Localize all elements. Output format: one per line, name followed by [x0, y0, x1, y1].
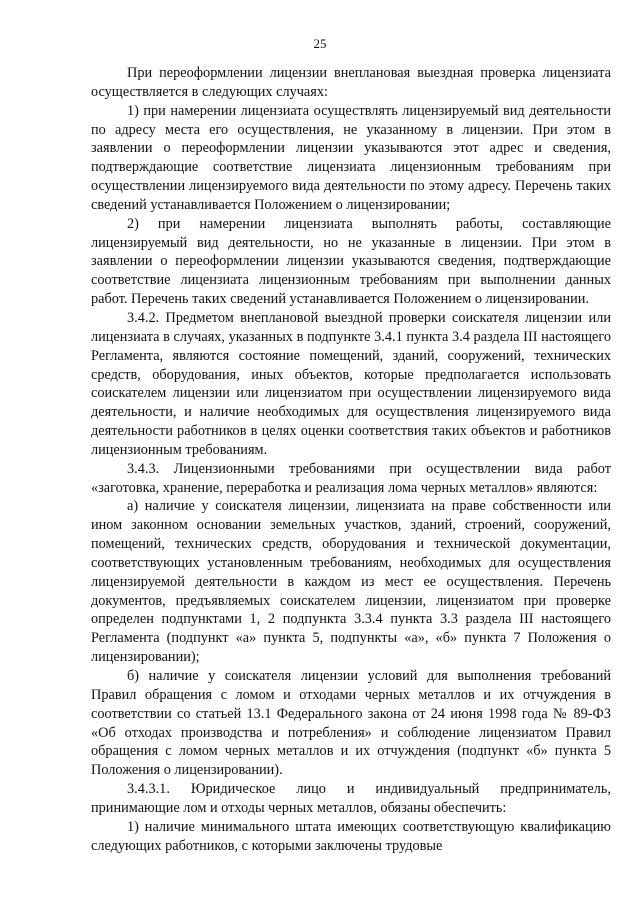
paragraph-item-b: б) наличие у соискателя лицензии условий для выполнения требований Правил обращения с ломом и отходами черных металлов и их отчуждения в соответствии со статьей 13.1 Федерального закона от 24 июня 1998 года № 89-ФЗ «Об отходах производства и потребления» и соблюдение лицензиатом Правил обращения с ломом черных металлов и их отчуждения (подпункт «б» пункта 5 Положения о лицензировании).: [91, 668, 611, 779]
document-body: [91, 64, 611, 855]
paragraph-case-2: 2) при намерении лицензиата выполнять работы, составляющие лицензируемый вид деятельности, но не указанные в лицензии. При этом в заявлении о переоформлении лицензии указываются сведения, подтверждающие соответствие лицензиата лицензионным требованиям при выполнении данных работ. Перечень таких сведений устанавливается Положением о лицензировании.: [91, 215, 611, 308]
paragraph-3-4-2: 3.4.2. Предметом внеплановой выездной проверки соискателя лицензии или лицензиата в случаях, указанных в подпункте 3.4.1 пункта 3.4 раздела III настоящего Регламента, являются состояние помещений, зданий, сооружений, технических средств, оборудования, иных объектов, которые предполагается использовать соискателем лицензии или лицензиатом при осуществлении лицензируемого вида деятельности, и наличие необходимых для осуществления лицензируемого вида деятельности работников в целях оценки соответствия таких объектов и работников лицензионным требованиям.: [91, 309, 611, 458]
paragraph-3-4-3: 3.4.3. Лицензионными требованиями при осуществлении вида работ «заготовка, хранение, переработка и реализация лома черных металлов» являются:: [91, 460, 611, 496]
paragraph-3-4-3-1: 3.4.3.1. Юридическое лицо и индивидуальный предприниматель, принимающие лом и отходы черных металлов, обязаны обеспечить:: [91, 781, 611, 816]
paragraph-item-a: а) наличие у соискателя лицензии, лицензиата на праве собственности или ином законном основании земельных участков, зданий, строений, сооружений, помещений, технических средств, оборудования и технической документации, соответствующих установленным требованиям, необходимых для осуществления лицензируемой деятельности в каждом из мест ее осуществления. Перечень документов, предъявляемых соискателем лицензии, лицензиатом при проверке определен подпунктами 1, 2 подпункта 3.3.4 пункта 3.3 раздела III настоящего Регламента (подпункт «а» пункта 5, подпункты «а», «б» пункта 7 Положения о лицензировании);: [91, 498, 611, 666]
paragraph-intro: При переоформлении лицензии внеплановая выездная проверка лицензиата осуществляется в следующих случаях:: [91, 65, 611, 100]
page-number: 25: [313, 36, 327, 51]
paragraph-staff-1: 1) наличие минимального штата имеющих соответствующую квалификацию следующих работников, с которыми заключены трудовые: [91, 818, 611, 854]
paragraph-case-1: 1) при намерении лицензиата осуществлять лицензируемый вид деятельности по адресу места его осуществления, не указанному в лицензии. При этом в заявлении о переоформлении лицензии указываются этот адрес и сведения, подтверждающие соответствие лицензиата лицензионным требованиям при осуществлении лицензируемого вида деятельности по этому адресу. Перечень таких сведений устанавливается Положением о лицензировании;: [91, 102, 611, 213]
